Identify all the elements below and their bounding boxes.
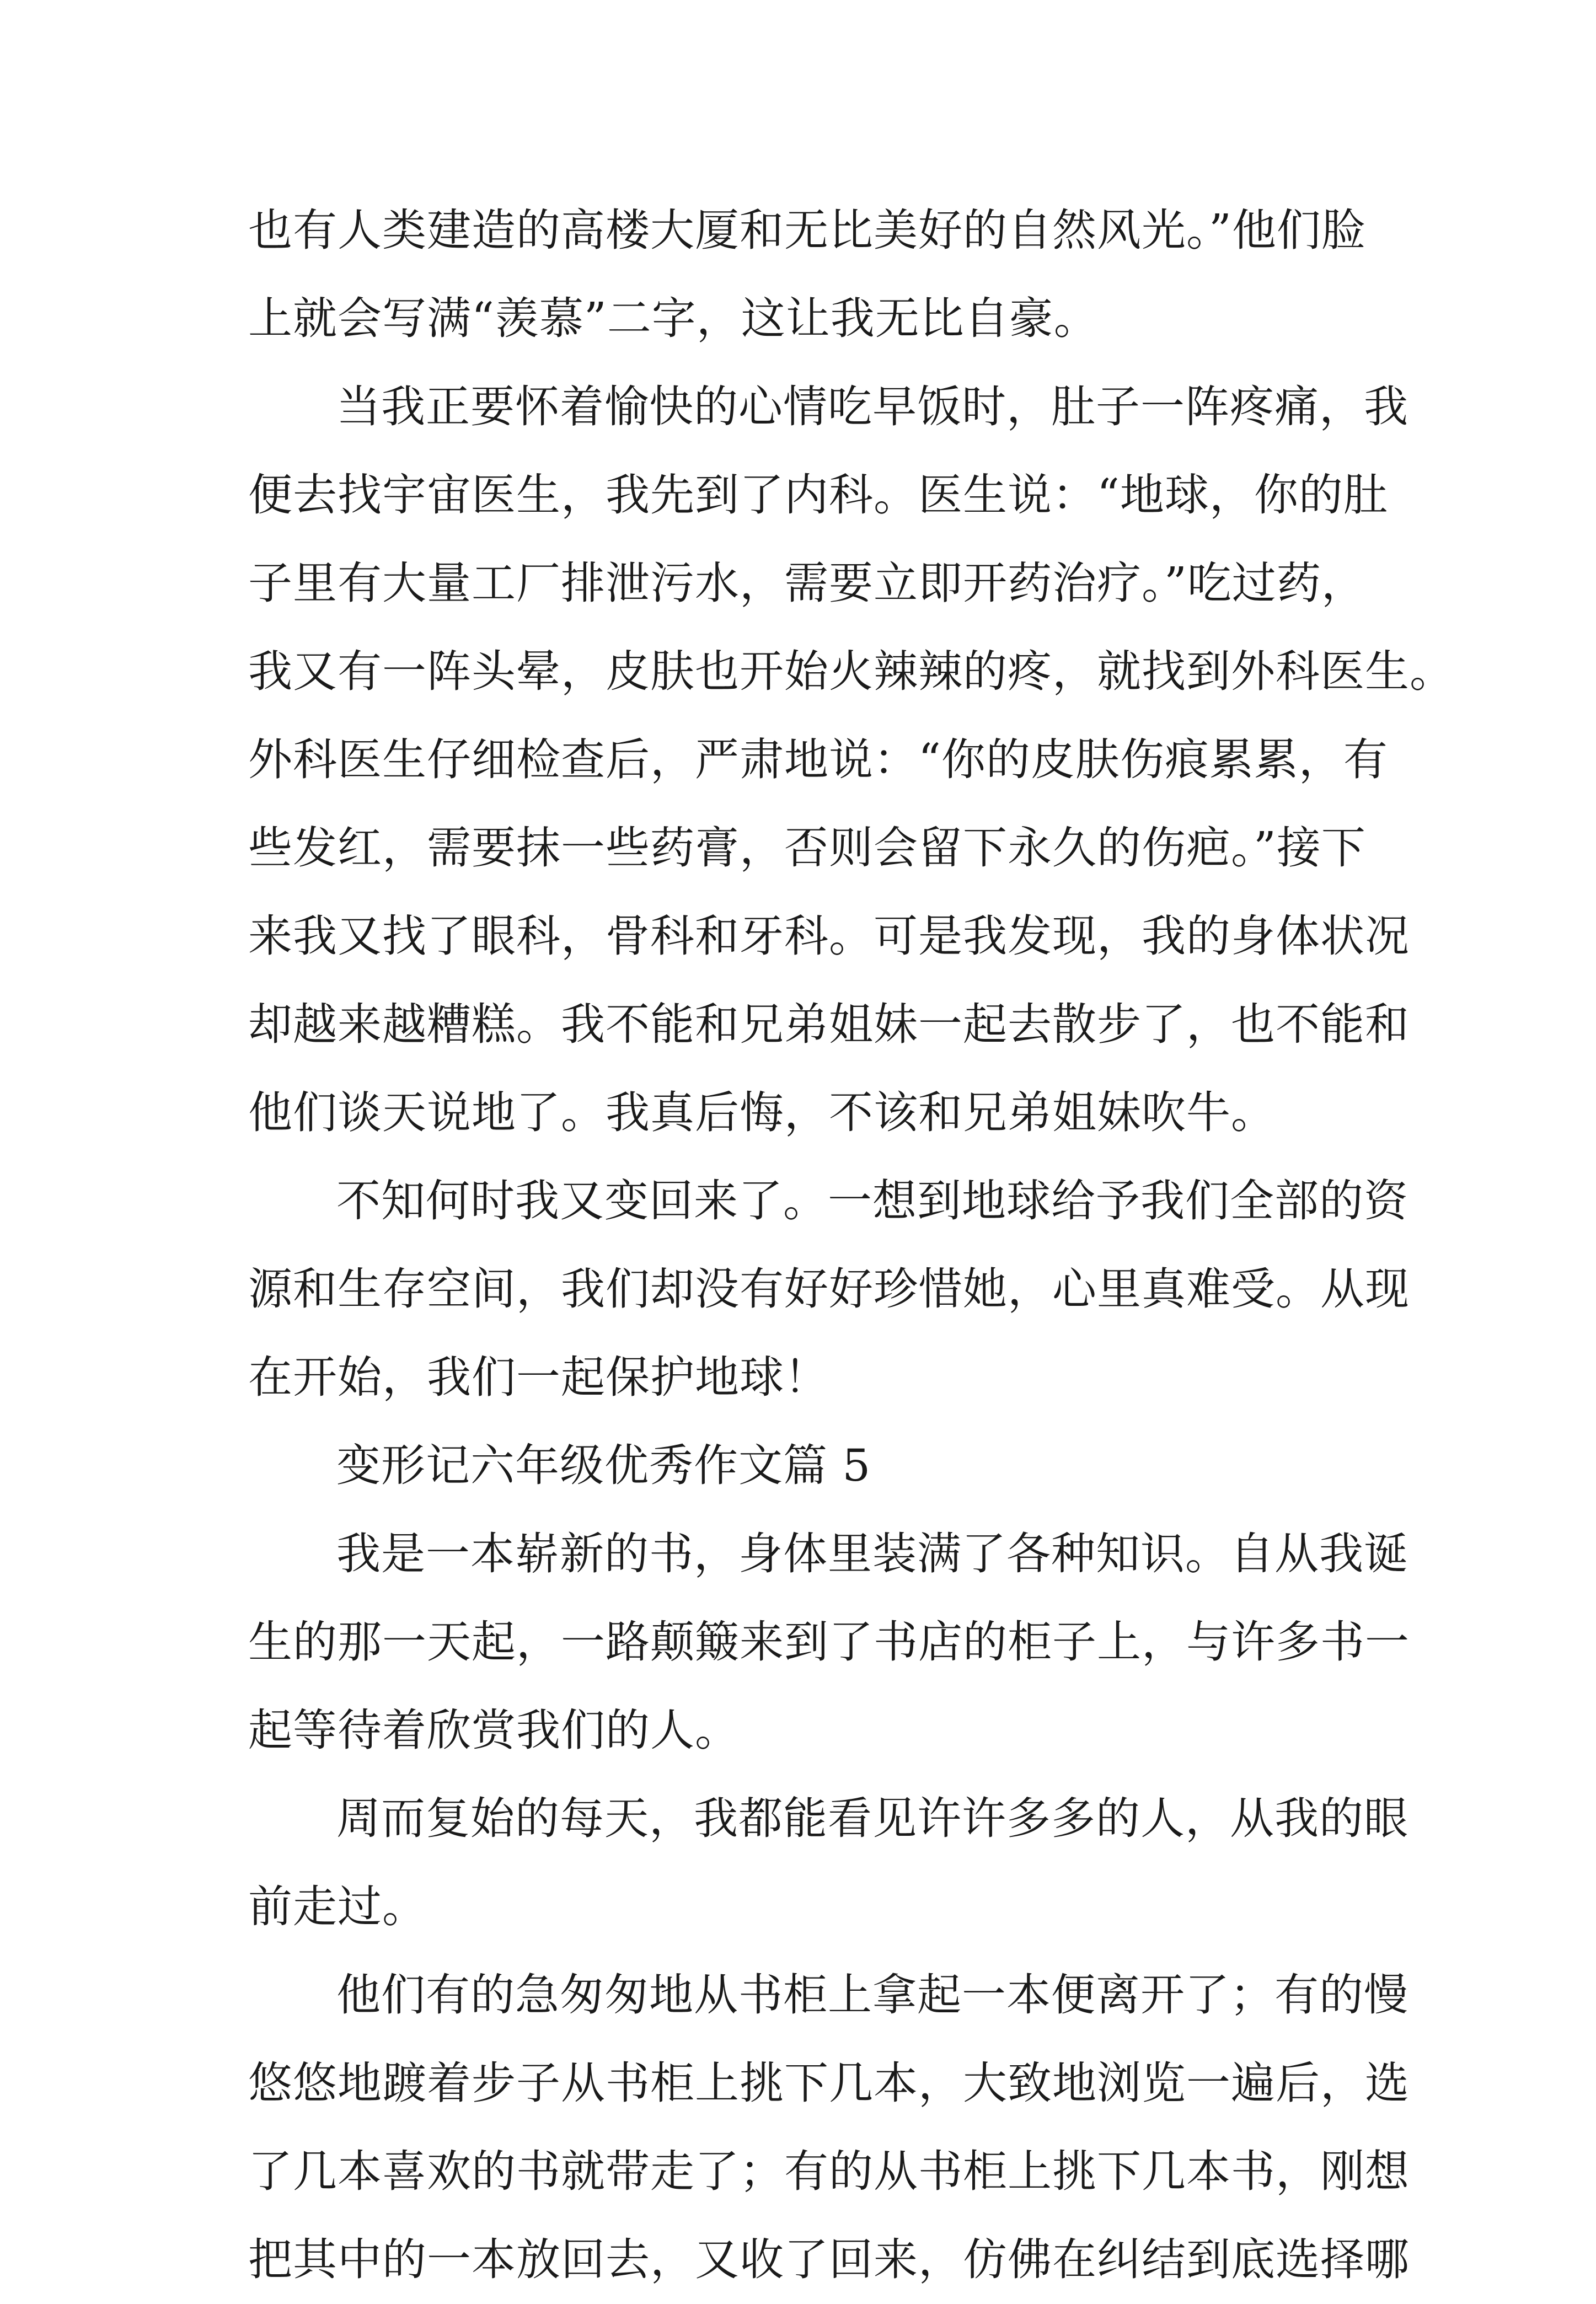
text-line: 却越来越糟糕。我不能和兄弟姐妹一起去散步了，也不能和: [248, 999, 1410, 1050]
text-line: 生的那一天起，一路颠簸来到了书店的柜子上，与许多书一: [248, 1616, 1410, 1668]
text-line: 周而复始的每天，我都能看见许许多多的人，从我的眼: [336, 1793, 1408, 1844]
text-line: 前走过。: [248, 1881, 427, 1932]
document-body: [248, 186, 1454, 2304]
text-line: 不知何时我又变回来了。一想到地球给予我们全部的资: [336, 1175, 1408, 1226]
text-line: 子里有大量工厂排泄污水，需要立即开药治疗。”吃过药，: [248, 558, 1366, 609]
text-line: 变形记六年级优秀作文篇 5: [336, 1440, 871, 1491]
text-line: 了几本喜欢的书就带走了；有的从书柜上挑下几本书，刚想: [248, 2146, 1410, 2197]
text-line: 当我正要怀着愉快的心情吃早饭时，肚子一阵疼痛，我: [336, 381, 1408, 432]
text-line: 我是一本崭新的书，身体里装满了各种知识。自从我诞: [336, 1528, 1408, 1579]
text-line: 来我又找了眼科，骨科和牙科。可是我发现，我的身体状况: [248, 910, 1410, 962]
text-line: 我又有一阵头晕，皮肤也开始火辣辣的疼，就找到外科医生。: [248, 646, 1454, 697]
text-line: 上就会写满“羡慕”二字，这让我无比自豪。: [248, 293, 1099, 344]
text-line: 源和生存空间，我们却没有好好珍惜她，心里真难受。从现: [248, 1263, 1410, 1315]
text-line: 悠悠地踱着步子从书柜上挑下几本，大致地浏览一遍后，选: [248, 2057, 1410, 2109]
text-line: 在开始，我们一起保护地球！: [248, 1352, 829, 1403]
text-line: 些发红，需要抹一些药膏，否则会留下永久的伤疤。”接下: [248, 822, 1366, 874]
text-line: 便去找宇宙医生，我先到了内科。医生说：“地球，你的肚: [248, 469, 1388, 521]
text-line: 也有人类建造的高楼大厦和无比美好的自然风光。”他们脸: [248, 205, 1366, 256]
text-line: 把其中的一本放回去，又收了回来，仿佛在纠结到底选择哪: [248, 2234, 1410, 2285]
text-line: 外科医生仔细检查后，严肃地说：“你的皮肤伤痕累累，有: [248, 734, 1388, 785]
text-line: 起等待着欣赏我们的人。: [248, 1705, 740, 1756]
text-line: 他们谈天说地了。我真后悔，不该和兄弟姐妹吹牛。: [248, 1087, 1276, 1138]
text-line: 他们有的急匆匆地从书柜上拿起一本便离开了；有的慢: [336, 1969, 1408, 2021]
